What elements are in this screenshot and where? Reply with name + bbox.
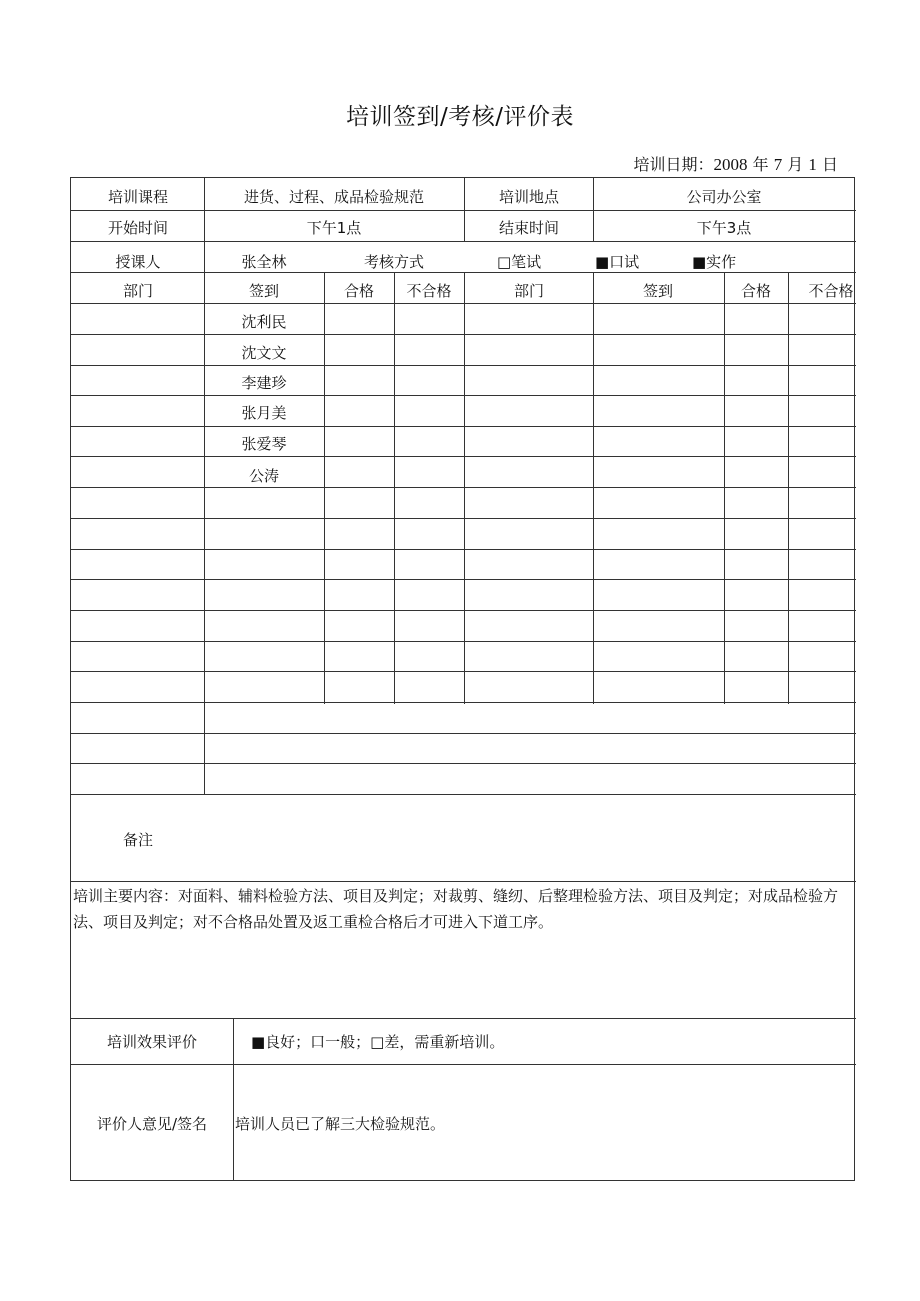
training-content: 培训主要内容：对面料、辅料检验方法、项目及判定；对裁剪、缝纫、后整理检验方法、项目及判定；对成品检验方法、项目及判定；对不合格品处置及返工重检合格后才可进入下道工序。 <box>73 887 839 931</box>
method-option-practical[interactable]: ■实作 <box>692 253 737 271</box>
col-divider <box>394 272 395 704</box>
col-divider <box>204 178 205 272</box>
col-header-fail-2: 不合格 <box>808 282 854 300</box>
end-time-value: 下午3点 <box>696 219 752 237</box>
attendee-name: 沈文文 <box>241 344 287 362</box>
row-divider <box>71 241 856 242</box>
location-label: 培训地点 <box>498 188 560 206</box>
col-header-fail: 不合格 <box>406 282 452 300</box>
col-divider <box>324 272 325 704</box>
opinion-value: 培训人员已了解三大检验规范。 <box>235 1115 446 1133</box>
end-time-label: 结束时间 <box>498 219 560 237</box>
col-divider <box>724 272 725 704</box>
col-header-pass: 合格 <box>343 282 375 300</box>
row-divider <box>71 794 856 795</box>
date-day: 1 <box>808 155 817 174</box>
date-year-unit: 年 <box>752 155 769 174</box>
start-time-label: 开始时间 <box>107 219 169 237</box>
attendee-name: 公涛 <box>248 467 280 485</box>
col-divider <box>464 272 465 704</box>
attendee-name: 李建珍 <box>241 374 287 392</box>
teacher-label: 授课人 <box>115 253 161 271</box>
date-day-unit: 日 <box>821 155 838 174</box>
start-time-value: 下午1点 <box>306 219 362 237</box>
col-header-dept-2: 部门 <box>513 282 545 300</box>
attendee-name: 沈利民 <box>241 313 287 331</box>
method-option-written[interactable]: □笔试 <box>497 253 542 271</box>
course-value: 进货、过程、成品检验规范 <box>243 188 425 206</box>
col-divider <box>464 178 465 241</box>
training-form <box>70 177 855 1181</box>
col-divider <box>204 272 205 794</box>
col-header-dept: 部门 <box>122 282 154 300</box>
form-title: 培训签到/考核/评价表 <box>346 104 574 130</box>
col-divider <box>788 272 789 704</box>
row-divider <box>71 763 856 764</box>
location-value: 公司办公室 <box>686 188 762 206</box>
col-header-pass-2: 合格 <box>740 282 772 300</box>
col-header-signin-2: 签到 <box>642 282 674 300</box>
date-month-unit: 月 <box>787 155 804 174</box>
course-label: 培训课程 <box>107 188 169 206</box>
col-header-signin: 签到 <box>248 282 280 300</box>
attendee-name: 张爱琴 <box>241 435 287 453</box>
effect-label: 培训效果评价 <box>106 1033 198 1051</box>
method-label: 考核方式 <box>363 253 425 271</box>
row-divider <box>71 1018 856 1019</box>
opinion-label: 评价人意见/签名 <box>96 1115 208 1133</box>
col-divider <box>593 272 594 704</box>
row-divider <box>71 733 856 734</box>
teacher-value: 张全林 <box>241 253 287 271</box>
effect-value: ■良好；口一般；□差，需重新培训。 <box>251 1033 505 1051</box>
date-year: 2008 <box>713 155 748 174</box>
row-divider <box>71 881 856 882</box>
remarks-label: 备注 <box>122 831 154 849</box>
date-month: 7 <box>773 155 783 174</box>
training-date <box>633 152 838 175</box>
method-option-oral[interactable]: ■口试 <box>595 253 640 271</box>
col-divider <box>593 178 594 241</box>
row-divider <box>71 1064 856 1065</box>
attendee-name: 张月美 <box>241 404 287 422</box>
date-label: 培训日期： <box>633 155 714 174</box>
col-divider <box>233 1018 234 1181</box>
